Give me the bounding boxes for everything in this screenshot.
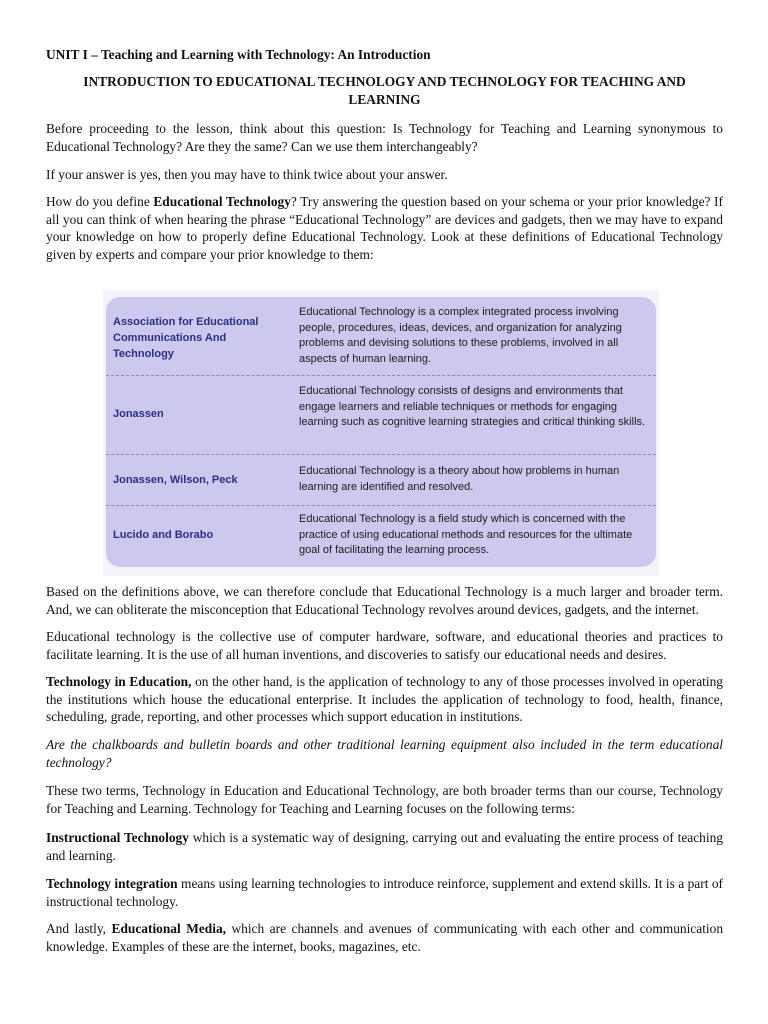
definition-text: Educational Technology is a field study which is concerned with the practice of using educational methods and resources for the ultimate goal of facilitating the learning process. (299, 513, 633, 556)
page-title: INTRODUCTION TO EDUCATIONAL TECHNOLOGY AND TECHNOLOGY FOR TEACHING AND LEARNING (83, 74, 686, 107)
definitions-table (106, 297, 656, 567)
define-paragraph (46, 193, 723, 263)
definition-text: Educational Technology is a complex integrated process involving people, procedures, ideas, devices, and organization for analyzing problems and devising solutions to these problems, involved in all aspects of human learning. (299, 306, 622, 365)
tech-in-education-bold: Technology in Education, (46, 674, 192, 689)
intro-paragraph: Before proceeding to the lesson, think about this question: Is Technology for Teaching and Learning synonymous to Educational Technology? Are they the same? Can we use them interchangeably? (46, 121, 723, 154)
edtech-paragraph: Educational technology is the collective use of computer hardware, software, and educational theories and practices to facilitate learning. It is the use of all human inventions, and discoveries to satisfy our educational needs and desires. (46, 629, 723, 662)
definition-text: Educational Technology consists of designs and environments that engage learners and reliable techniques or methods for engaging learning such as cognitive learning strategies and critical thinking skills. (299, 385, 646, 428)
conclusion-paragraph: Based on the definitions above, we can therefore conclude that Educational Technology is a much larger and broader term. And, we can obliterate the misconception that Educational Technology revolves around devices, gadgets, and the internet. (46, 584, 723, 617)
definition-author: Jonassen (113, 408, 164, 420)
definitions-figure (103, 290, 659, 576)
tech-integration-post: means using learning technologies to introduce reinforce, supplement and extend skills. It is a part of instructional technology. (46, 876, 723, 909)
educational-media-pre: And lastly, (46, 921, 112, 936)
definition-text: Educational Technology is a theory about how problems in human learning are identified and resolved. (299, 465, 620, 493)
educational-media-paragraph (46, 920, 723, 955)
definition-row (106, 297, 656, 376)
define-paragraph-post: ? Try answering the question based on your schema or your prior knowledge? If all you can think of when hearing the phrase “Educational Technology” are devices and gadgets, then we may have to expand your knowledge on how to properly define Educational Technology. Look at these definitions of Educational Technology given by experts and compare your prior knowledge to them: (46, 194, 723, 262)
define-paragraph-pre: How do you define (46, 194, 154, 209)
definition-author: Lucido and Borabo (113, 529, 214, 541)
unit-title: UNIT I – Teaching and Learning with Technology: An Introduction (46, 47, 431, 62)
definition-row (106, 506, 656, 567)
terms-paragraph: These two terms, Technology in Education and Educational Technology, are both broader terms than our course, Technology for Teaching and Learning. Technology for Teaching and Learning focuses on the following terms: (46, 783, 723, 816)
educational-media-post: which are channels and avenues of communicating with each other and communication knowledge. Examples of these are the internet, books, magazines, etc. (46, 921, 724, 954)
question-paragraph: Are the chalkboards and bulletin boards and other traditional learning equipment also included in the term educational technology? (46, 737, 723, 770)
definition-row (106, 455, 656, 506)
definition-row (106, 376, 656, 455)
tech-in-education-post: on the other hand, is the application of technology to any of those processes involved in operating the institutions which house the educational enterprise. It includes the application of technology to food, health, finance, scheduling, grade, reporting, and other processes which support education in institutions. (46, 674, 723, 724)
tech-integration-bold: Technology integration (46, 876, 178, 891)
answer-paragraph: If your answer is yes, then you may have to think twice about your answer. (46, 167, 448, 182)
instructional-tech-post: which is a systematic way of designing, carrying out and evaluating the entire process of teaching and learning. (46, 830, 723, 863)
define-paragraph-bold: Educational Technology (153, 194, 291, 209)
instructional-tech-paragraph (46, 829, 723, 864)
tech-in-education-paragraph (46, 673, 723, 726)
definition-author: Association for Educational Communications And Technology (113, 316, 259, 360)
tech-integration-paragraph (46, 875, 723, 910)
instructional-tech-bold: Instructional Technology (46, 830, 189, 845)
definition-author: Jonassen, Wilson, Peck (113, 474, 238, 486)
educational-media-bold: Educational Media, (111, 921, 226, 936)
